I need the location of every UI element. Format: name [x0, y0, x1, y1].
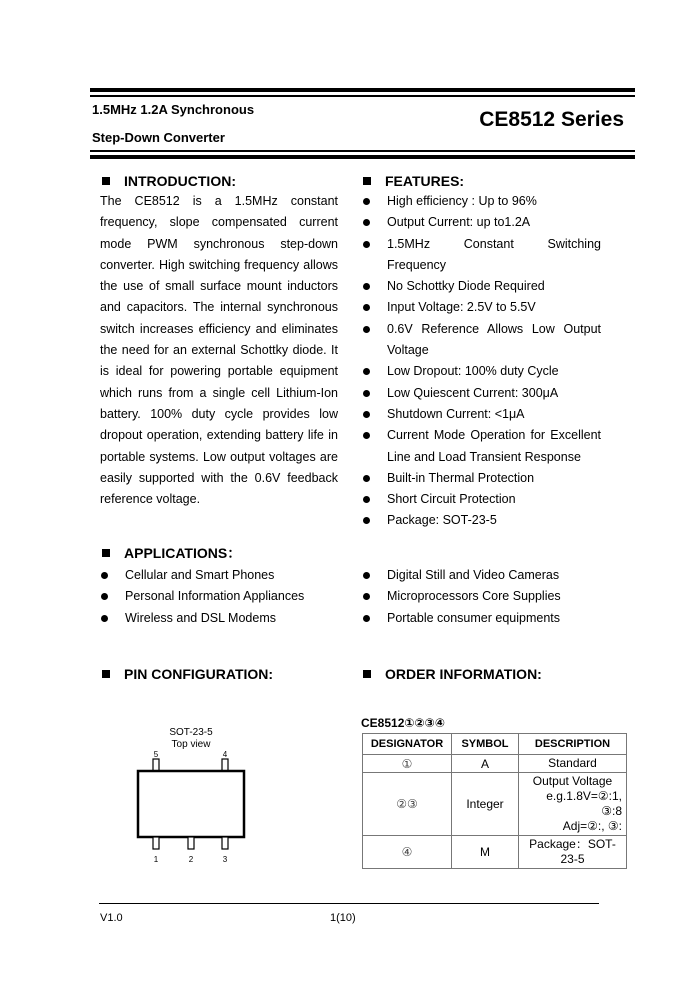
- bullet-dot-icon: [101, 615, 108, 622]
- application-item: [361, 565, 601, 586]
- pin-2: [188, 837, 194, 849]
- introduction-line: The CE8512 is a 1.5MHz constant: [100, 194, 338, 208]
- introduction-line: converter. High switching frequency allows: [100, 257, 338, 272]
- bullet-dot-icon: [363, 411, 370, 418]
- pin-config-heading-text: PIN CONFIGURATION:: [124, 666, 274, 682]
- introduction-body: [100, 191, 338, 510]
- header-rule-bottom: [90, 155, 635, 159]
- table-row: [363, 773, 627, 836]
- col-description: DESCRIPTION: [519, 734, 627, 755]
- introduction-line: frequency, slope compensated current: [100, 215, 338, 230]
- features-heading-text: FEATURES:: [385, 173, 465, 189]
- feature-item: [361, 510, 601, 531]
- table-header-row: [363, 734, 627, 755]
- pin-number-4: 4: [222, 750, 228, 759]
- designator-cell: ④: [363, 836, 452, 869]
- footer-rule: [99, 903, 599, 904]
- table-row: [363, 836, 627, 869]
- symbol-cell: Integer: [452, 773, 519, 836]
- subtitle-line1: 1.5MHz 1.2A Synchronous: [92, 102, 255, 117]
- feature-item: [361, 404, 601, 425]
- symbol-cell: A: [452, 755, 519, 773]
- bullet-dot-icon: [363, 326, 370, 333]
- bullet-dot-icon: [363, 241, 370, 248]
- feature-item-text: Low Quiescent Current: 300μA: [387, 385, 559, 400]
- introduction-heading: [99, 173, 236, 189]
- bullet-dot-icon: [363, 572, 370, 579]
- bullet-dot-icon: [363, 593, 370, 600]
- order-info-table: [362, 733, 627, 869]
- feature-item-text: 1.5MHz Constant Switching Frequency: [387, 236, 601, 272]
- introduction-line: is ideal for powering portable equipment: [100, 364, 338, 379]
- introduction-line: mode PWM synchronous step-down: [100, 236, 338, 251]
- bullet-dot-icon: [101, 572, 108, 579]
- footer-version: V1.0: [100, 912, 123, 924]
- order-info-heading: [360, 666, 542, 682]
- application-item-text: Portable consumer equipments: [387, 610, 561, 625]
- features-heading: [360, 173, 464, 189]
- feature-item-text: Current Mode Operation for Excellent Line and Load Transient Response: [387, 428, 601, 464]
- pin-number-3: 3: [222, 855, 228, 864]
- pin-3: [222, 837, 228, 849]
- introduction-line: reference voltage.: [100, 492, 201, 507]
- feature-item: [361, 191, 601, 212]
- square-bullet-icon: [102, 177, 110, 185]
- pin-4: [222, 759, 228, 771]
- introduction-line: dropout operation, extending battery life in: [100, 428, 338, 443]
- bullet-dot-icon: [363, 283, 370, 290]
- feature-item: [361, 489, 601, 510]
- sot23-5-pinout-diagram: [130, 722, 260, 867]
- introduction-line: the use of small surface mount inductors: [100, 279, 338, 294]
- bullet-dot-icon: [363, 615, 370, 622]
- view-label: Top view: [171, 739, 211, 750]
- description-cell: [519, 836, 627, 869]
- introduction-line: easily supported with the 0.6V feedback: [100, 470, 338, 485]
- pin-1: [153, 837, 159, 849]
- feature-item: [361, 361, 601, 382]
- part-code: CE8512①②③④: [361, 716, 446, 730]
- introduction-line: portable systems. Low output voltages are: [100, 449, 338, 464]
- pin-number-2: 2: [188, 855, 194, 864]
- applications-heading-text: APPLICATIONS：: [124, 545, 242, 561]
- introduction-line: battery. 100% duty cycle provides low: [100, 406, 338, 421]
- bullet-dot-icon: [363, 219, 370, 226]
- application-item: [99, 565, 339, 586]
- package-body: [138, 771, 244, 837]
- introduction-line: the need for an external Schottky diode. It: [100, 343, 338, 358]
- square-bullet-icon: [363, 177, 371, 185]
- feature-item-text: Package: SOT-23-5: [387, 513, 497, 528]
- subtitle-line2: Step-Down Converter: [92, 130, 225, 145]
- feature-item-text: High efficiency : Up to 96%: [387, 194, 537, 208]
- applications-list-right: [361, 565, 601, 629]
- feature-item-text: Built-in Thermal Protection: [387, 470, 535, 485]
- bullet-dot-icon: [363, 475, 370, 482]
- header-rule-top: [90, 88, 635, 92]
- feature-item-text: Short Circuit Protection: [387, 492, 516, 507]
- application-item: [99, 608, 339, 629]
- feature-item: [361, 276, 601, 297]
- description-line: e.g.1.8V=②:1, ③:8: [546, 789, 622, 818]
- description-cell: [519, 773, 627, 836]
- bullet-dot-icon: [363, 304, 370, 311]
- feature-item: [361, 425, 601, 468]
- feature-item-text: No Schottky Diode Required: [387, 279, 545, 294]
- feature-item: [361, 297, 601, 318]
- description-line: Adj=②:, ③:: [562, 819, 622, 833]
- bullet-dot-icon: [363, 368, 370, 375]
- application-item: [361, 586, 601, 607]
- series-title: CE8512 Series: [479, 108, 624, 131]
- square-bullet-icon: [363, 670, 371, 678]
- bullet-dot-icon: [363, 432, 370, 439]
- bullet-dot-icon: [363, 517, 370, 524]
- feature-item-text: Shutdown Current: <1μA: [387, 406, 525, 421]
- introduction-line: switch increases efficiency and eliminates: [100, 321, 338, 336]
- feature-item: [361, 234, 601, 277]
- pin-config-heading: [99, 666, 273, 682]
- header-rule-bottom-thin: [90, 150, 635, 152]
- symbol-cell: M: [452, 836, 519, 869]
- package-label: SOT-23-5: [169, 727, 213, 738]
- application-item-text: Personal Information Appliances: [125, 589, 305, 604]
- header-rule-top-thin: [90, 95, 635, 97]
- feature-item-text: Output Current: up to1.2A: [387, 215, 531, 230]
- col-symbol: SYMBOL: [452, 734, 519, 755]
- feature-item-text: 0.6V Reference Allows Low Output Voltage: [387, 321, 601, 358]
- bullet-dot-icon: [363, 390, 370, 397]
- pin-5: [153, 759, 159, 771]
- application-item: [99, 586, 339, 607]
- introduction-line: which runs from a single cell Lithium-Ion: [100, 385, 338, 400]
- feature-item: [361, 383, 601, 404]
- pin-number-1: 1: [153, 855, 159, 864]
- description-line: Package：SOT-23-5: [529, 837, 616, 866]
- application-item-text: Wireless and DSL Modems: [125, 610, 276, 625]
- application-item-text: Cellular and Smart Phones: [125, 568, 275, 582]
- feature-item: [361, 319, 601, 362]
- bullet-dot-icon: [101, 593, 108, 600]
- order-info-heading-text: ORDER INFORMATION:: [385, 666, 542, 682]
- feature-item: [361, 468, 601, 489]
- feature-item: [361, 212, 601, 233]
- col-designator: DESIGNATOR: [363, 734, 452, 755]
- features-list: [361, 191, 601, 532]
- designator-cell: ②③: [363, 773, 452, 836]
- application-item-text: Microprocessors Core Supplies: [387, 589, 561, 604]
- bullet-dot-icon: [363, 198, 370, 205]
- applications-list-left: [99, 565, 339, 629]
- description-line: Standard: [548, 756, 597, 770]
- footer-page-number: 1(10): [330, 912, 356, 924]
- pin-number-5: 5: [153, 750, 159, 759]
- introduction-line: and capacitors. The internal synchronous: [100, 300, 338, 315]
- description-cell: [519, 755, 627, 773]
- bullet-dot-icon: [363, 496, 370, 503]
- designator-cell: ①: [363, 755, 452, 773]
- application-item-text: Digital Still and Video Cameras: [387, 568, 560, 582]
- applications-heading: [99, 543, 241, 563]
- introduction-heading-text: INTRODUCTION:: [124, 173, 236, 189]
- application-item: [361, 608, 601, 629]
- square-bullet-icon: [102, 670, 110, 678]
- table-row: [363, 755, 627, 773]
- feature-item-text: Input Voltage: 2.5V to 5.5V: [387, 300, 536, 315]
- feature-item-text: Low Dropout: 100% duty Cycle: [387, 364, 559, 379]
- square-bullet-icon: [102, 549, 110, 557]
- description-line: Output Voltage: [532, 774, 613, 788]
